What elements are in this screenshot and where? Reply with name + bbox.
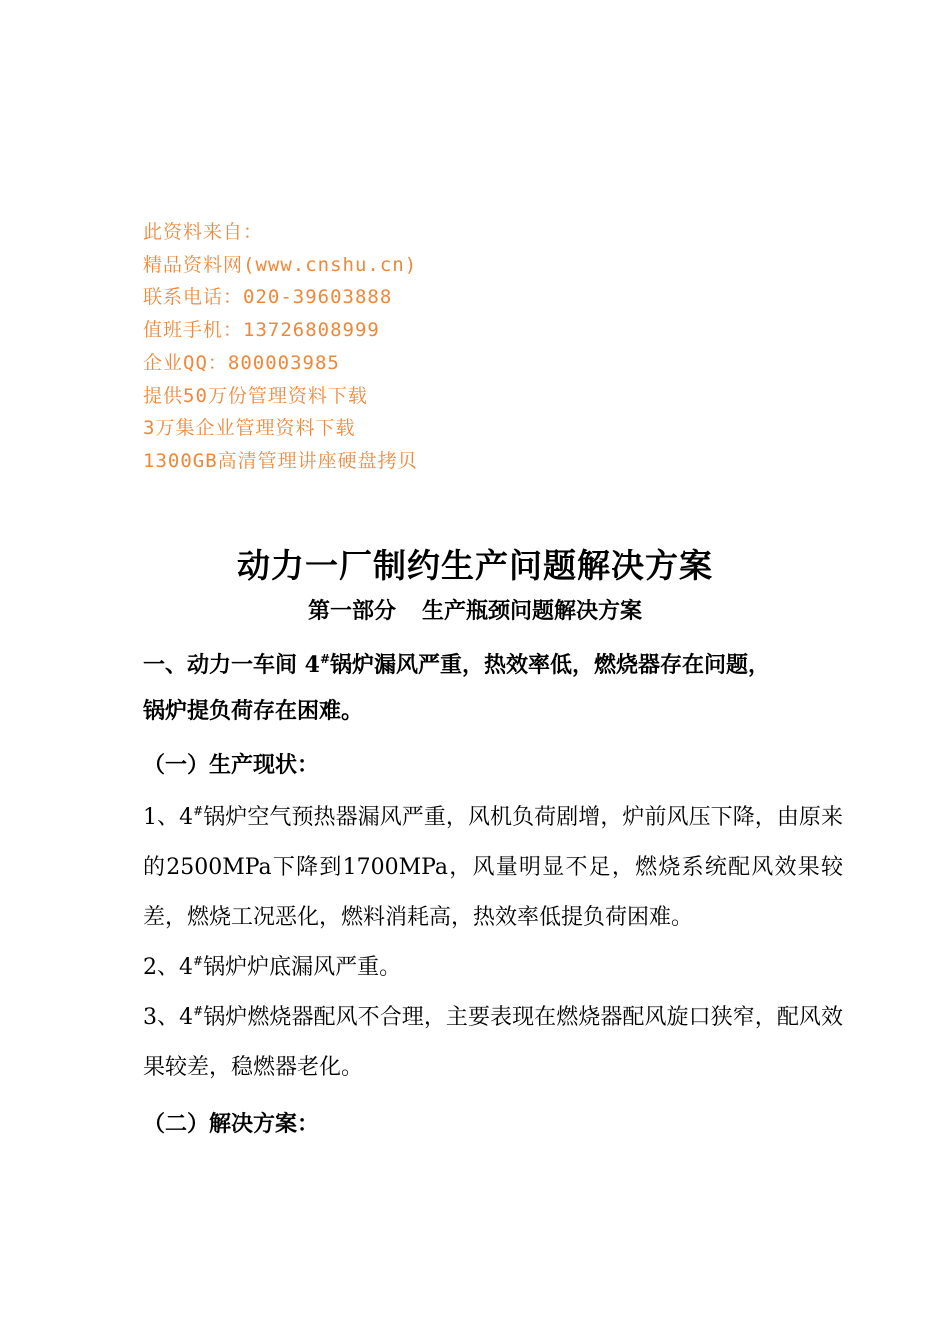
list-item [143, 793, 843, 943]
part-label: 第一部分 [307, 598, 396, 624]
source-info-block [143, 216, 418, 478]
source-line-qq: 企业QQ：800003985 [143, 351, 340, 374]
source-line-mobile: 值班手机：13726808999 [143, 319, 380, 342]
list-item-prefix: 3、4 [143, 1005, 194, 1030]
source-line: 提供50万份管理资料下载 [143, 384, 368, 407]
document-title: 动力一厂制约生产问题解决方案 [237, 546, 713, 585]
section-heading [143, 642, 843, 734]
source-line-website: 精品资料网(www.cnshu.cn) [143, 253, 418, 276]
source-line: 此资料来自： [143, 221, 264, 243]
superscript-mark: # [319, 652, 331, 666]
superscript-mark: # [193, 954, 204, 968]
section-heading-text: 锅炉漏风严重，热效率低，燃烧器存在问题， [330, 652, 771, 678]
superscript-mark: # [193, 804, 204, 818]
subsection-heading: （一）生产现状： [143, 752, 320, 778]
list-item-prefix: 1、4 [143, 805, 194, 830]
source-line: 1300GB高清管理讲座硬盘拷贝 [143, 449, 418, 472]
list-item-prefix: 2、4 [143, 955, 193, 980]
list-item-text: 锅炉燃烧器配风不合理，主要表现在燃烧器配风旋口狭窄，配风效果较差，稳燃器老化。 [143, 1005, 843, 1080]
part-title-text: 生产瓶颈问题解决方案 [422, 598, 643, 624]
list-item [143, 943, 843, 993]
list-item [143, 993, 843, 1093]
source-line: 3万集企业管理资料下载 [143, 417, 356, 440]
list-item-text: 锅炉空气预热器漏风严重，风机负荷剧增，炉前风压下降，由原来的2500MPa下降到1700MPa，风量明显不足，燃烧系统配风效果较差，燃烧工况恶化，燃料消耗高，热效率低提负荷困难。 [143, 805, 843, 930]
document-body [143, 642, 843, 1152]
superscript-mark: # [193, 1004, 204, 1018]
part-heading [0, 594, 950, 625]
list-item-text: 锅炉炉底漏风严重。 [203, 955, 402, 980]
source-line-phone: 联系电话：020-39603888 [143, 286, 393, 309]
section-heading-prefix: 一、动力一车间 4 [143, 652, 320, 678]
section-heading-text-line2: 锅炉提负荷存在困难。 [143, 698, 364, 724]
subsection-heading: （二）解决方案： [143, 1111, 320, 1137]
